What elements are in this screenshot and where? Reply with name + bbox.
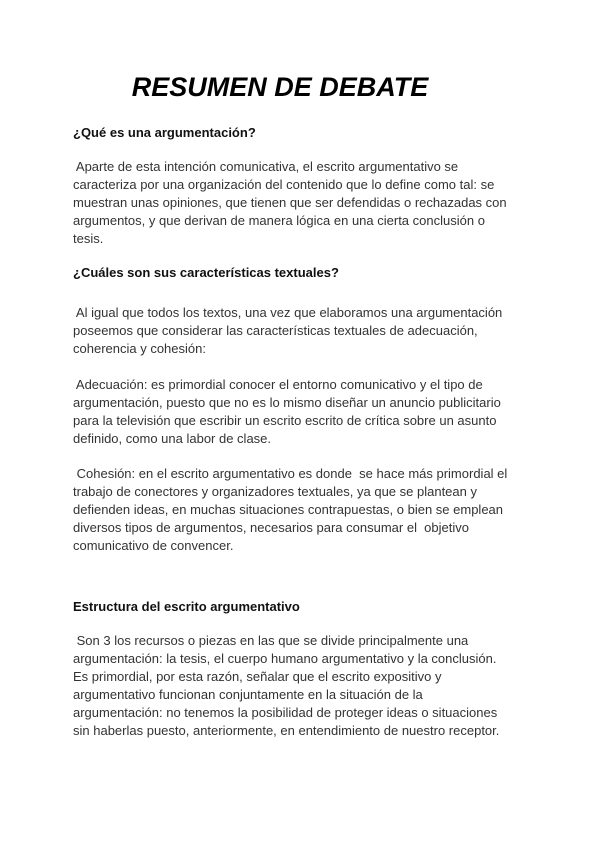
section-heading: Estructura del escrito argumentativo xyxy=(73,599,300,614)
paragraph-line: poseemos que considerar las características textuales de adecuación, xyxy=(73,323,478,338)
paragraph xyxy=(73,632,499,740)
paragraph xyxy=(73,376,501,448)
paragraph-line: argumentos, y que derivan de manera lógica en una cierta conclusión o xyxy=(73,213,485,228)
paragraph-line: tesis. xyxy=(73,231,104,246)
paragraph-line: argumentación: la tesis, el cuerpo humano argumentativo y la conclusión. xyxy=(73,651,497,666)
paragraph-line: trabajo de conectores y organizadores textuales, ya que se plantean y xyxy=(73,484,477,499)
paragraph xyxy=(73,304,502,358)
paragraph-line: caracteriza por una organización del contenido que lo define como tal: se xyxy=(73,177,495,192)
paragraph-line: coherencia y cohesión: xyxy=(73,341,206,356)
paragraph-line: Cohesión: en el escrito argumentativo es donde se hace más primordial el xyxy=(73,466,508,481)
section-heading: ¿Qué es una argumentación? xyxy=(73,125,256,140)
paragraph-line: sin haberlas puesto, anteriormente, en entendimiento de nuestro receptor. xyxy=(73,723,500,738)
paragraph-line: definido, como una labor de clase. xyxy=(73,431,272,446)
paragraph-line: argumentación: no tenemos la posibilidad de proteger ideas o situaciones xyxy=(73,705,498,720)
paragraph-line: para la televisión que escribir un escrito escrito de crítica sobre un asunto xyxy=(73,413,497,428)
section-heading: ¿Cuáles son sus características textuales? xyxy=(73,265,339,280)
paragraph xyxy=(73,158,507,248)
paragraph xyxy=(73,465,507,555)
paragraph-line: argumentativo funcionan conjuntamente en la situación de la xyxy=(73,687,423,702)
paragraph-line: Es primordial, por esta razón, señalar que el escrito expositivo y xyxy=(73,669,442,684)
paragraph-line: Al igual que todos los textos, una vez que elaboramos una argumentación xyxy=(73,305,503,320)
paragraph-line: Son 3 los recursos o piezas en las que se divide principalmente una xyxy=(73,633,469,648)
paragraph-line: argumentación, puesto que no es lo mismo diseñar un anuncio publicitario xyxy=(73,395,501,410)
paragraph-line: muestran unas opiniones, que tienen que ser defendidas o rechazadas con xyxy=(73,195,507,210)
paragraph-line: comunicativo de convencer. xyxy=(73,538,234,553)
paragraph-line: Adecuación: es primordial conocer el entorno comunicativo y el tipo de xyxy=(73,377,483,392)
document-title: RESUMEN DE DEBATE xyxy=(131,72,429,102)
paragraph-line: Aparte de esta intención comunicativa, el escrito argumentativo se xyxy=(73,159,459,174)
paragraph-line: defienden ideas, en muchas situaciones contrapuestas, o bien se emplean xyxy=(73,502,504,517)
paragraph-line: diversos tipos de argumentos, necesarios para consumar el objetivo xyxy=(73,520,469,535)
